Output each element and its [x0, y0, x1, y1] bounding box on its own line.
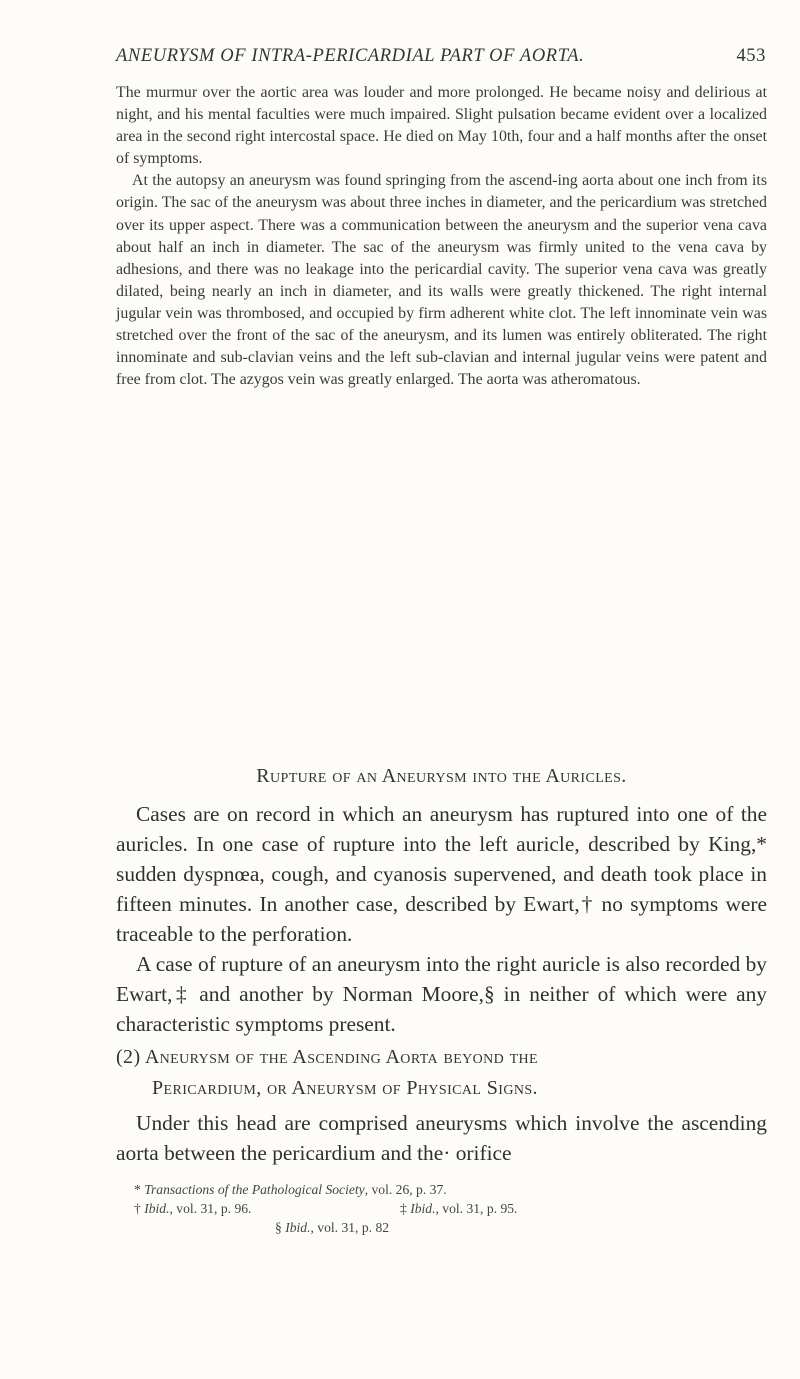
running-head-title: ANEURYSM OF INTRA-PERICARDIAL PART OF AORTA.	[116, 46, 585, 66]
footnote	[134, 1200, 251, 1218]
paragraph: At the autopsy an aneurysm was found springing from the ascend-ing aorta about one inch from its origin. The sac of the aneurysm was about three inches in diameter, and the pericardium was stretched over its upper aspect. There was a communication between the aneurysm and the superior vena cava about half an inch in diameter. The sac of the aneurysm was firmly united to the vena cava by adhesions, and there was no leakage into the pericardial cavity. The superior vena cava was greatly dilated, being nearly an inch in diameter, and its walls were greatly thickened. The right internal jugular vein was thrombosed, and occupied by firm adherent white clot. The left innominate vein was stretched over the front of the sac of the aneurysm, and its lumen was entirely obliterated. The right innominate and sub-clavian veins and the left sub-clavian and internal jugular veins were patent and free from clot. The azygos vein was greatly enlarged. The aorta was atheromatous.	[116, 172, 767, 389]
footnote-source: Ibid.	[285, 1220, 311, 1235]
footnote-ref: , vol. 26, p. 37.	[364, 1182, 447, 1197]
section-heading-rupture: Rupture of an Aneurysm into the Auricles.	[256, 765, 627, 787]
paragraph: The murmur over the aortic area was louder and more prolonged. He became noisy and delirious at night, and his mental faculties were much impaired. Slight pulsation became evident over a localized area in the second right intercostal space. He died on May 10th, four and a half months after the onset of symptoms.	[116, 84, 767, 168]
footnote	[275, 1219, 389, 1237]
paragraph: A case of rupture of an aneurysm into the right auricle is also recorded by Ewart,‡ and another by Norman Moore,§ in neither of which were any characteristic symptoms present.	[116, 952, 767, 1036]
footnote-source: Ibid.	[410, 1201, 436, 1216]
footnote-ref: , vol. 31, p. 96.	[169, 1201, 252, 1216]
footnote	[400, 1200, 517, 1218]
footnote-ref: , vol. 31, p. 95.	[435, 1201, 518, 1216]
section-body-rupture	[116, 799, 767, 1039]
paragraph: Cases are on record in which an aneurysm has ruptured into one of the auricles. In one case of rupture into the left auricle, described by King,* sudden dyspnœa, cough, and cyanosis supervened, and death took place in fifteen minutes. In another case, described by Ewart,† no symptoms were traceable to the perforation.	[116, 802, 767, 946]
section-body-ascending-aorta	[116, 1108, 767, 1168]
footnote-mark: §	[275, 1220, 282, 1235]
footnote-mark: *	[134, 1182, 141, 1197]
page-number: 453	[736, 46, 766, 66]
section-heading-ascending-aorta	[116, 1042, 767, 1104]
footnote-source: Ibid.	[144, 1201, 170, 1216]
footnote-source: Transactions of the Pathological Society	[144, 1182, 365, 1197]
footnote	[134, 1181, 447, 1199]
paragraph: Under this head are comprised aneurysms which involve the ascending aorta between the pericardium and the· orifice	[116, 1111, 767, 1165]
case-report-text	[116, 82, 767, 391]
footnote-ref: , vol. 31, p. 82	[310, 1220, 390, 1235]
heading-line: (2) Aneurysm of the Ascending Aorta beyond the	[116, 1046, 539, 1068]
heading-line: Pericardium, or Aneurysm of Physical Signs.	[152, 1077, 538, 1099]
footnote-mark: ‡	[400, 1201, 407, 1216]
footnote-mark: †	[134, 1201, 141, 1216]
